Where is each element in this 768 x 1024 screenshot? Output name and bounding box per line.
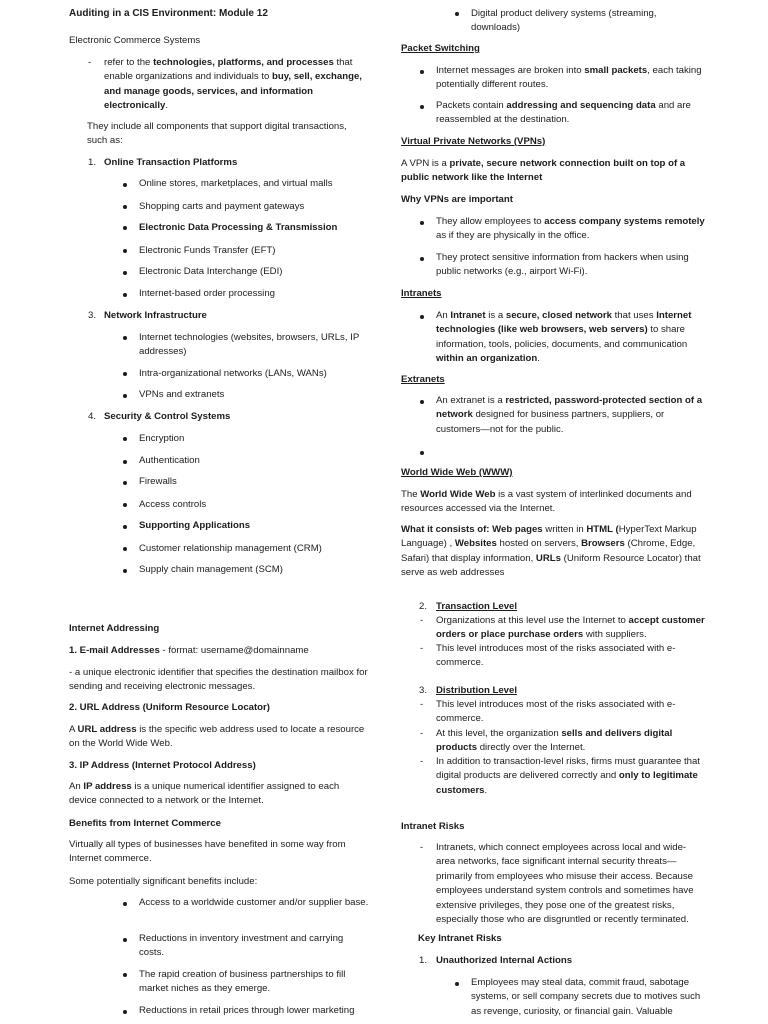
list-item: This level introduces most of the risks associated with e-commerce.: [436, 643, 676, 669]
dash-marker: -: [420, 615, 424, 626]
list-item: At this level, the organization sells and delivers digital products directly over the Internet.: [436, 728, 673, 754]
list-item: Authentication: [139, 455, 200, 466]
list-item: Packets contain addressing and sequencing data and are reassembled at the destination.: [436, 100, 691, 126]
key-risks-heading: Key Intranet Risks: [418, 933, 502, 944]
list-number: 4.: [88, 411, 97, 422]
packet-switching-heading: Packet Switching: [401, 43, 480, 54]
intranets-heading: Intranets: [401, 288, 442, 299]
ecs-heading: Electronic Commerce Systems: [69, 35, 201, 46]
bullet-icon: [123, 183, 127, 187]
bullet-icon: [123, 394, 127, 398]
list-item: VPNs and extranets: [139, 389, 225, 400]
url-heading: 2. URL Address (Uniform Resource Locator): [69, 702, 270, 713]
list-item: Supporting Applications: [139, 520, 251, 531]
bullet-icon: [420, 315, 424, 319]
bullet-icon: [420, 451, 424, 455]
dash-marker: -: [420, 756, 424, 767]
list-item: Supply chain management (SCM): [139, 564, 283, 575]
bullet-icon: [123, 481, 127, 485]
list-item: This level introduces most of the risks associated with e-commerce.: [436, 699, 676, 725]
bullet-icon: [123, 249, 127, 253]
bullet-icon: [123, 205, 127, 209]
bullet-icon: [455, 982, 459, 986]
list-item: An extranet is a restricted, password-protected section of a network designed for business partners, suppliers, or customers—not for the public.: [436, 395, 703, 435]
list-item: Access to a worldwide customer and/or supplier base.: [139, 897, 369, 908]
include-intro: They include all components that support digital transactions, such as:: [87, 121, 347, 147]
bullet-icon: [123, 293, 127, 297]
list-item: Employees may steal data, commit fraud, sabotage systems, or sell company secrets due to motives such as revenge, curiosity, or financial gain. Valuable: [471, 977, 701, 1017]
url-description: A URL address is the specific web address used to locate a resource on the World Wide Web.: [69, 724, 365, 750]
bullet-icon: [123, 271, 127, 275]
intranet-risks-text: Intranets, which connect employees across local and wide-area networks, face significant internal security threats—primarily from employees who misuse their access. Because employees understand system controls and sometimes have extensive privileges, they pose one of the greatest risks, especially those who are disgruntled or recently terminated.: [436, 842, 694, 926]
bullet-icon: [123, 372, 127, 376]
benefits-intro: Virtually all types of businesses have benefited in some way from Internet commerce.: [69, 839, 346, 865]
benefits-lead: Some potentially significant benefits include:: [69, 876, 258, 887]
list-number: 2.: [419, 601, 428, 612]
dash-marker: -: [88, 57, 92, 68]
bullet-icon: [420, 400, 424, 404]
category-title: Network Infrastructure: [104, 310, 207, 321]
list-item: Internet messages are broken into small packets, each taking potentially different routes.: [436, 65, 702, 91]
list-item: Internet technologies (websites, browsers, URLs, IP addresses): [139, 332, 360, 358]
www-heading: World Wide Web (WWW): [401, 467, 513, 478]
bullet-icon: [420, 70, 424, 74]
bullet-icon: [455, 12, 459, 16]
ia-heading: Internet Addressing: [69, 623, 160, 634]
list-item: Electronic Data Processing & Transmission: [139, 222, 338, 233]
bullet-icon: [123, 226, 127, 230]
list-item: Shopping carts and payment gateways: [139, 201, 305, 212]
list-item: Electronic Funds Transfer (EFT): [139, 245, 276, 256]
ip-heading: 3. IP Address (Internet Protocol Address): [69, 760, 256, 771]
list-item: Firewalls: [139, 476, 177, 487]
category-title: Security & Control Systems: [104, 411, 231, 422]
list-item: They protect sensitive information from hackers when using public networks (e.g., airport Wi-Fi).: [436, 252, 689, 278]
list-item: Online stores, marketplaces, and virtual malls: [139, 178, 333, 189]
page-title: Auditing in a CIS Environment: Module 12: [69, 8, 268, 19]
dash-marker: -: [420, 842, 424, 853]
intranet-risks-heading: Intranet Risks: [401, 821, 465, 832]
bullet-icon: [123, 525, 127, 529]
ecs-definition: refer to the technologies, platforms, and processes that enable organizations and individuals to buy, sell, exchange, and manage goods, services, and information electronically.: [104, 57, 362, 112]
bullet-icon: [123, 902, 127, 906]
email-address-line: 1. E-mail Addresses - format: username@domainname: [69, 645, 309, 656]
list-item: In addition to transaction-level risks, firms must guarantee that digital products are delivered correctly and only to legitimate customers.: [436, 756, 700, 796]
bullet-icon: [123, 938, 127, 942]
list-item: The rapid creation of business partnerships to fill market niches as they emerge.: [139, 969, 346, 995]
list-item: Encryption: [139, 433, 185, 444]
list-item: They allow employees to access company systems remotely as if they are physically in the office.: [436, 216, 705, 242]
list-number: 3.: [88, 310, 97, 321]
list-item: An Intranet is a secure, closed network that uses Internet technologies (like web browsers, web servers) to share information, tools, policies, documents, and communication within an organization.: [436, 310, 692, 365]
list-item: Electronic Data Interchange (EDI): [139, 266, 283, 277]
list-item: Reductions in retail prices through lower marketing: [139, 1005, 355, 1016]
dash-marker: -: [420, 728, 424, 739]
bullet-icon: [420, 105, 424, 109]
bullet-icon: [420, 221, 424, 225]
bullet-icon: [123, 336, 127, 340]
category-title: Online Transaction Platforms: [104, 157, 238, 168]
transaction-level-heading: Transaction Level: [436, 601, 518, 612]
email-description: - a unique electronic identifier that specifies the destination mailbox for sending and receiving electronic messages.: [69, 667, 368, 693]
benefits-heading: Benefits from Internet Commerce: [69, 818, 221, 829]
dash-marker: -: [420, 699, 424, 710]
vpn-heading: Virtual Private Networks (VPNs): [401, 136, 546, 147]
bullet-icon: [123, 569, 127, 573]
www-definition: The World Wide Web is a vast system of interlinked documents and resources accessed via the Internet.: [401, 489, 692, 515]
bullet-icon: [123, 503, 127, 507]
bullet-icon: [420, 257, 424, 261]
extranets-heading: Extranets: [401, 374, 445, 385]
vpn-definition: A VPN is a private, secure network connection built on top of a public network like the Internet: [401, 158, 686, 184]
ip-description: An IP address is a unique numerical identifier assigned to each device connected to a network or the Internet.: [69, 781, 340, 807]
distribution-level-heading: Distribution Level: [436, 685, 518, 696]
list-item: Organizations at this level use the Internet to accept customer orders or place purchase orders with suppliers.: [436, 615, 705, 641]
unauthorized-actions-heading: Unauthorized Internal Actions: [436, 955, 573, 966]
why-vpn-heading: Why VPNs are important: [401, 194, 513, 205]
list-item: Internet-based order processing: [139, 288, 275, 299]
bullet-icon: [123, 1010, 127, 1014]
www-consists: What it consists of: Web pages written in HTML (HyperText Markup Language) , Websites hosted on servers, Browsers (Chrome, Edge, Safari) that display information, URLs (Uniform Resource Locator) that serve as web addresses: [401, 524, 701, 579]
bullet-icon: [123, 437, 127, 441]
list-number: 1.: [419, 955, 428, 966]
list-item: Digital product delivery systems (streaming, downloads): [471, 8, 657, 34]
list-number: 1.: [88, 157, 97, 168]
dash-marker: -: [420, 643, 424, 654]
list-number: 3.: [419, 685, 428, 696]
list-item: Reductions in inventory investment and carrying costs.: [139, 933, 344, 959]
bullet-icon: [123, 460, 127, 464]
list-item: Intra-organizational networks (LANs, WANs): [139, 368, 327, 379]
bullet-icon: [123, 547, 127, 551]
list-item: Customer relationship management (CRM): [139, 543, 322, 554]
bullet-icon: [123, 973, 127, 977]
list-item: Access controls: [139, 499, 207, 510]
